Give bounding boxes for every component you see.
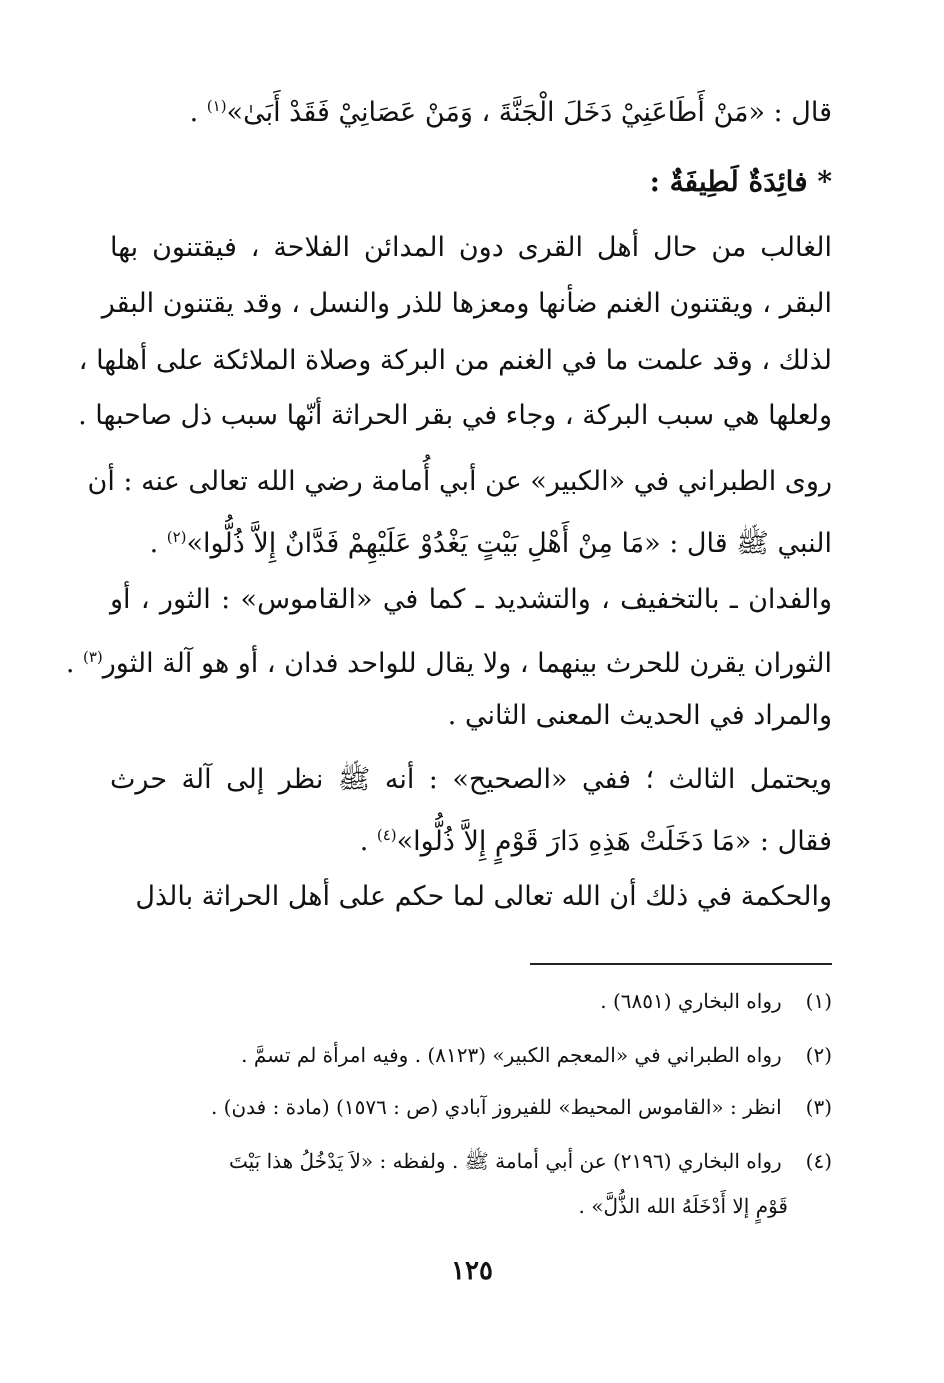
footnote-1 xyxy=(600,984,832,1018)
paragraph-line: والفدان ـ بالتخفيف ، والتشديد ـ كما في «القاموس» : الثور ، أو xyxy=(110,584,832,615)
footnote-ref-2[interactable]: (٢) xyxy=(166,528,187,546)
footnote-3 xyxy=(211,1090,832,1124)
footnote-4 xyxy=(229,1144,832,1178)
footnote-number: (٢) xyxy=(805,1043,832,1067)
hadith-text: النبي ﷺ قال : «مَا مِنْ أَهْلِ بَيْتٍ يَغْدُوْ عَلَيْهِمْ فَدَّانٌ إِلاَّ ذُلُّوا» xyxy=(186,528,832,559)
paragraph-line: الغالب من حال أهل القرى دون المدائن الفلاحة ، فيقتنون بها xyxy=(110,232,832,263)
footnote-number: (١) xyxy=(805,989,832,1013)
section-heading: * فائِدَةٌ لَطِيفَةٌ : xyxy=(649,165,832,198)
hadith-text: قال : «مَنْ أَطَاعَنِيْ دَخَلَ الْجَنَّةَ ، وَمَنْ عَصَانِيْ فَقَدْ أَبَىٰ» xyxy=(226,97,832,128)
hadith-text: فقال : «مَا دَخَلَتْ هَذِهِ دَارَ قَوْمٍ إِلاَّ ذُلُّوا» xyxy=(396,826,832,857)
paragraph-line: البقر ، ويقتنون الغنم ضأنها ومعزها للذر والنسل ، وقد يقتنون البقر xyxy=(101,288,832,319)
footnote-ref-4[interactable]: (٤) xyxy=(376,826,397,844)
punctuation: . xyxy=(65,648,83,679)
page-number: ١٢٥ xyxy=(451,1256,493,1286)
paragraph-text: الثوران يقرن للحرث بينهما ، ولا يقال للواحد فدان ، أو هو آلة الثور xyxy=(102,648,832,679)
footnote-number: (٤) xyxy=(805,1149,832,1173)
footnote-ref-3[interactable]: (٣) xyxy=(82,648,103,666)
footnote-text: رواه البخاري (٦٨٥١) . xyxy=(600,989,782,1013)
paragraph-line: والمراد في الحديث المعنى الثاني . xyxy=(447,700,832,731)
paragraph-line xyxy=(360,815,832,862)
footnote-ref-1[interactable]: (١) xyxy=(206,97,227,115)
footnote-text: انظر : «القاموس المحيط» للفيروز آبادي (ص : ١٥٧٦) (مادة : فدن) . xyxy=(210,1095,782,1119)
footnote-text: رواه البخاري (٢١٩٦) عن أبي أمامة ﷺ . ولفظه : «لاَ يَدْخُلُ هذا بَيْتَ xyxy=(229,1149,782,1173)
paragraph-line xyxy=(150,517,832,564)
punctuation: . xyxy=(189,97,207,128)
paragraph-line: لذلك ، وقد علمت ما في الغنم من البركة وصلاة الملائكة على أهلها ، xyxy=(78,345,832,376)
paragraph-line: ويحتمل الثالث ؛ ففي «الصحيح» : أنه ﷺ نظر إلى آلة حرث xyxy=(110,764,832,795)
paragraph-line: روى الطبراني في «الكبير» عن أبي أُمامة رضي الله تعالى عنه : أن xyxy=(87,466,832,497)
paragraph-line xyxy=(66,637,832,684)
punctuation: . xyxy=(149,528,167,559)
footnote-2 xyxy=(241,1038,832,1072)
footnote-4-continuation: قَوْمٍ إلا أَدْخَلَهُ الله الذُّلَّ» . xyxy=(578,1194,788,1218)
paragraph-line: والحكمة في ذلك أن الله تعالى لما حكم على أهل الحراثة بالذل xyxy=(135,881,832,912)
footnote-separator xyxy=(530,963,832,965)
punctuation: . xyxy=(359,826,377,857)
footnote-text: رواه الطبراني في «المعجم الكبير» (٨١٢٣) . وفيه امرأة لم تسمَّ . xyxy=(241,1043,782,1067)
hadith-line xyxy=(190,86,832,133)
footnote-number: (٣) xyxy=(805,1095,832,1119)
paragraph-line: ولعلها هي سبب البركة ، وجاء في بقر الحراثة أنّها سبب ذل صاحبها . xyxy=(78,400,832,431)
